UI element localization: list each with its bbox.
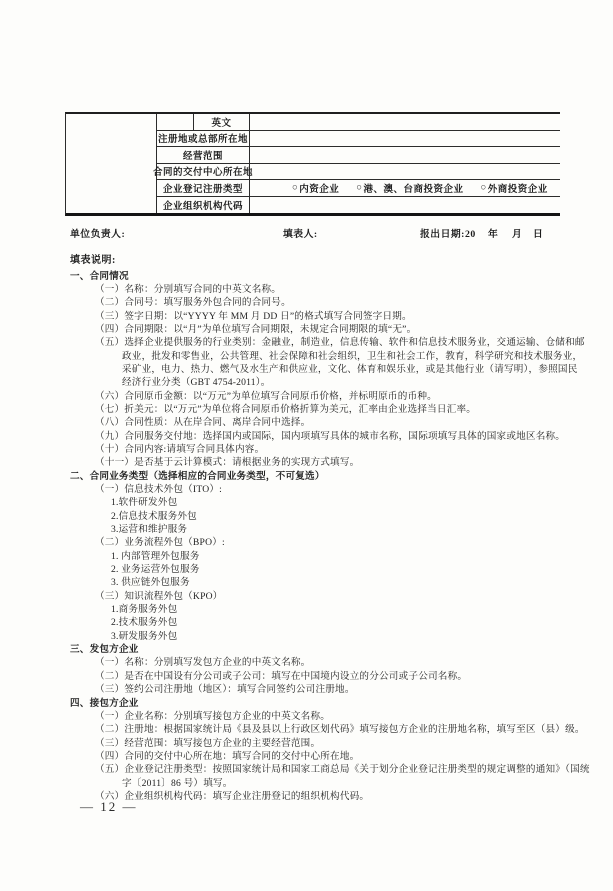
instruction-line: （六）合同原币金额：以“万元”为单位填写合同原币价格，并标明原币的币种。 <box>95 390 437 402</box>
instruction-line: （三）经营范围：填写接包方企业的主要经营范围。 <box>95 737 321 749</box>
instruction-line: （四）合同的交付中心所在地：填写合同的交付中心所在地。 <box>95 750 360 762</box>
table-cell-name-sub-empty <box>156 114 193 131</box>
table-label-business-scope: 经营范围 <box>156 147 249 164</box>
instruction-line: 1.商务服务外包 <box>111 604 178 616</box>
instruction-line: 3.研发服务外包 <box>111 630 178 642</box>
unit-head-label: 单位负责人: <box>70 229 126 240</box>
instruction-line: 字〔2011〕86 号）填写。 <box>122 777 233 789</box>
table-label-delivery-center-location: 合同的交付中心所在地 <box>156 164 249 181</box>
instruction-line: （二）合同号：填写服务外包合同的合同号。 <box>95 297 291 309</box>
instructions-title: 填表说明: <box>70 255 116 266</box>
instruction-line: 1.软件研发外包 <box>111 497 178 509</box>
form-table <box>65 112 560 216</box>
instruction-line: （三）签字日期：以“YYYY 年 MM 月 DD 日”的格式填写合同签字日期。 <box>95 310 412 322</box>
instruction-line: （一）名称：分别填写合同的中英文名称。 <box>95 283 282 295</box>
table-label-registered-location: 注册地或总部所在地 <box>156 131 249 148</box>
instruction-line: （四）合同期限：以“月”为单位填写合同期限，未规定合同期限的填“无”。 <box>95 323 417 335</box>
year-label: 年 <box>488 229 499 240</box>
instruction-line: 2.技术服务外包 <box>111 617 178 629</box>
instruction-line: 四、接包方企业 <box>70 697 139 709</box>
registration-type-options <box>250 181 548 195</box>
instruction-lines <box>70 270 590 804</box>
option-hk-macao-taiwan-enterprise <box>356 181 463 195</box>
month-label: 月 <box>512 229 523 240</box>
instruction-line: （一）名称：分别填写发包方企业的中英文名称。 <box>95 657 311 669</box>
instruction-line: （五）选择企业提供服务的行业类别：金融业，制造业，信息传输、软件和信息技术服务业，交通运输、仓储和邮 <box>95 337 585 349</box>
instruction-line: （八）合同性质：从在岸合同、离岸合同中选择。 <box>95 417 311 429</box>
instruction-line: （一）企业名称：分别填写接包方企业的中英文名称。 <box>95 710 331 722</box>
preparer-label: 填表人: <box>283 229 318 240</box>
instruction-line: 1. 内部管理外包服务 <box>111 550 200 562</box>
report-date-label: 报出日期:20 <box>420 229 476 240</box>
instruction-line: （七）折美元：以“万元”为单位将合同原币价格折算为美元，汇率由企业选择当日汇率。 <box>95 403 477 415</box>
instruction-line: 3.运营和维护服务 <box>111 524 188 536</box>
instruction-line: 2.信息技术服务外包 <box>111 510 197 522</box>
instruction-line: 2. 业务运营外包服务 <box>111 564 200 576</box>
option-label: 外商投资企业 <box>487 184 548 195</box>
table-label-organization-code: 企业组织机构代码 <box>156 197 249 214</box>
instruction-line: （六）企业组织机构代码：填写企业注册登记的组织机构代码。 <box>95 790 370 802</box>
option-foreign-enterprise <box>481 181 548 195</box>
instruction-line: （九）合同服务交付地：选择国内或国际，国内项填写具体的城市名称，国际项填写具体的国家或地区名称。 <box>95 430 566 442</box>
day-label: 日 <box>533 229 544 240</box>
instruction-line: （三）知识流程外包（KPO） <box>95 590 223 602</box>
instruction-line: （二）注册地：根据国家统计局《县及县以上行政区划代码》填写接包方企业的注册地名称，填写至区（县）级。 <box>95 724 585 736</box>
radio-icon: ○ <box>356 182 363 193</box>
option-label: 内资企业 <box>299 184 340 195</box>
instruction-line: 采矿业，电力、热力、燃气及水生产和供应业，文化、体育和娱乐业，或是其他行业（请写明），参照国民 <box>122 363 578 375</box>
instruction-line: （三）签约公司注册地（地区）：填写合同签约公司注册地。 <box>95 684 355 696</box>
instruction-line: 政业，批发和零售业，公共管理、社会保障和社会组织，卫生和社会工作，教育，科学研究和技术服务业， <box>122 350 583 362</box>
radio-icon: ○ <box>292 182 299 193</box>
instruction-line: （十）合同内容:请填写合同具体内容。 <box>95 443 265 455</box>
table-field-business-scope <box>249 147 560 164</box>
instruction-line: （十一）是否基于云计算模式：请根据业务的实现方式填写。 <box>95 457 360 469</box>
instruction-line: 一、合同情况 <box>70 270 129 282</box>
table-field-organization-code <box>249 197 560 214</box>
table-field-delivery-center-location <box>249 164 560 181</box>
instruction-line: 3. 供应链外包服务 <box>111 577 190 589</box>
instruction-line: （二）是否在中国设有分公司或子公司：填写在中国境内设立的分公司或子公司名称。 <box>95 670 468 682</box>
option-label: 港、澳、台商投资企业 <box>363 184 464 195</box>
instruction-line: （五）企业登记注册类型：按照国家统计局和国家工商总局《关于划分企业登记注册类型的规定调整的通知》（国统 <box>95 764 590 776</box>
instruction-line: （一）信息技术外包（ITO）: <box>95 484 223 495</box>
instruction-line: 经济行业分类（GBT 4754-2011）。 <box>122 377 271 389</box>
option-domestic-enterprise <box>292 181 339 195</box>
instruction-line: （二）业务流程外包（BPO）: <box>95 537 225 549</box>
table-field-registration-type <box>249 180 560 197</box>
table-label-registration-type: 企业登记注册类型 <box>156 180 249 197</box>
table-cell-empty-left <box>66 114 156 213</box>
table-field-registered-location <box>249 131 560 148</box>
instruction-line: 三、发包方企业 <box>70 644 139 656</box>
table-label-english-name: 英文 <box>193 114 249 131</box>
instruction-line: 二、合同业务类型（选择相应的合同业务类型，不可复选） <box>70 470 325 482</box>
instructions-section <box>70 251 590 803</box>
table-field-english-name <box>249 114 560 131</box>
page-number: — 12 — <box>80 799 138 814</box>
radio-icon: ○ <box>480 182 487 193</box>
